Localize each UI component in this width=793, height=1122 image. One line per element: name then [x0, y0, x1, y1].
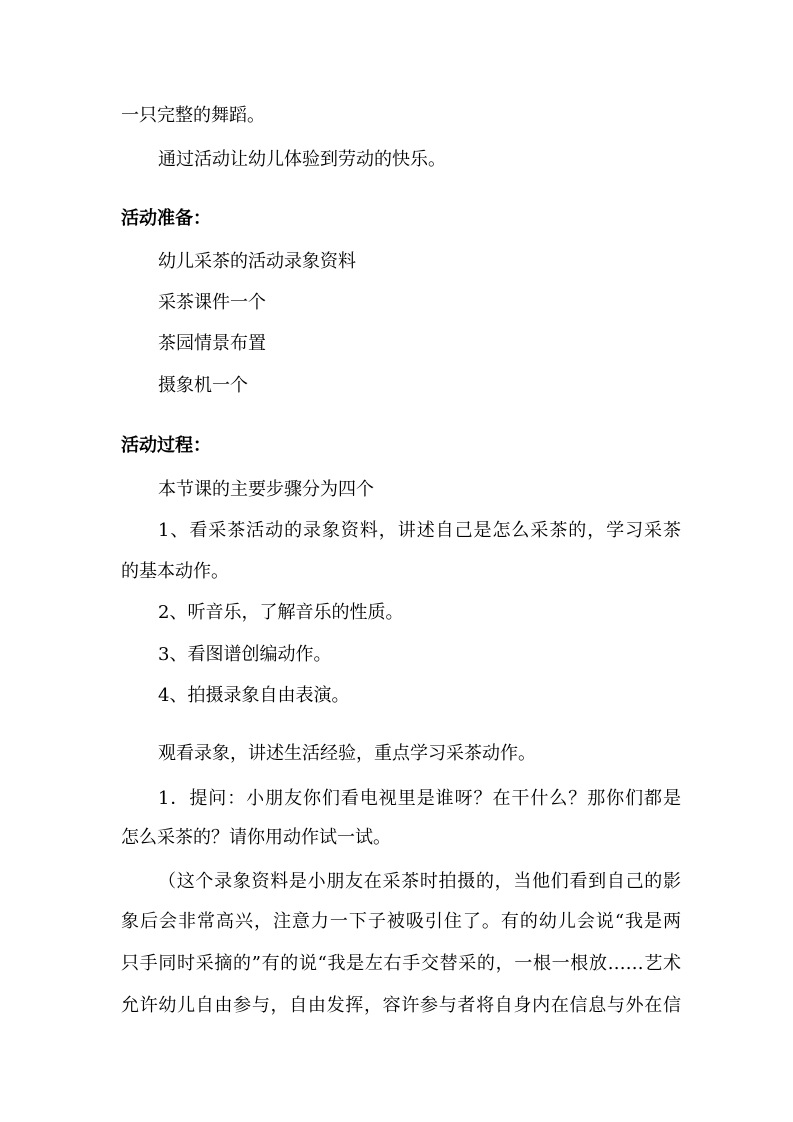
paragraph-line: 1、看采茶活动的录象资料，讲述自己是怎么采茶的，学习采茶: [158, 520, 681, 541]
list-item: 采茶课件一个: [158, 292, 266, 313]
paragraph-line: 观看录象，讲述生活经验，重点学习采茶动作。: [158, 743, 536, 764]
section-heading-process: 活动过程：: [121, 435, 211, 456]
paragraph-line: 允许幼儿自由参与，自由发挥，容许参与者将自身内在信息与外在信: [121, 995, 681, 1016]
paragraph-line: 象后会非常高兴，注意力一下子被吸引住了。有的幼儿会说“我是两: [121, 911, 681, 932]
paragraph-line: 怎么采茶的？请你用动作试一试。: [121, 827, 391, 848]
paragraph-line: 通过活动让幼儿体验到劳动的快乐。: [158, 149, 446, 170]
paragraph-line: 一只完整的舞蹈。: [121, 105, 265, 126]
paragraph-line: 4、拍摄录象自由表演。: [158, 685, 350, 706]
list-item: 摄象机一个: [158, 375, 248, 396]
paragraph-line: 3、看图谱创编动作。: [158, 644, 332, 665]
paragraph-line: 1．提问：小朋友你们看电视里是谁呀？在干什么？那你们都是: [158, 788, 681, 809]
list-item: 幼儿采茶的活动录象资料: [158, 251, 356, 272]
section-heading-preparation: 活动准备：: [121, 208, 211, 229]
paragraph-line: 只手同时采摘的”有的说“我是左右手交替采的，一根一根放……艺术: [121, 953, 681, 974]
paragraph-line: （这个录象资料是小朋友在采茶时拍摄的，当他们看到自己的影: [158, 871, 681, 892]
list-item: 茶园情景布置: [158, 333, 266, 354]
paragraph-line: 本节课的主要步骤分为四个: [158, 479, 374, 500]
paragraph-line: 2、听音乐，了解音乐的性质。: [158, 602, 404, 623]
paragraph-line: 的基本动作。: [121, 561, 229, 582]
